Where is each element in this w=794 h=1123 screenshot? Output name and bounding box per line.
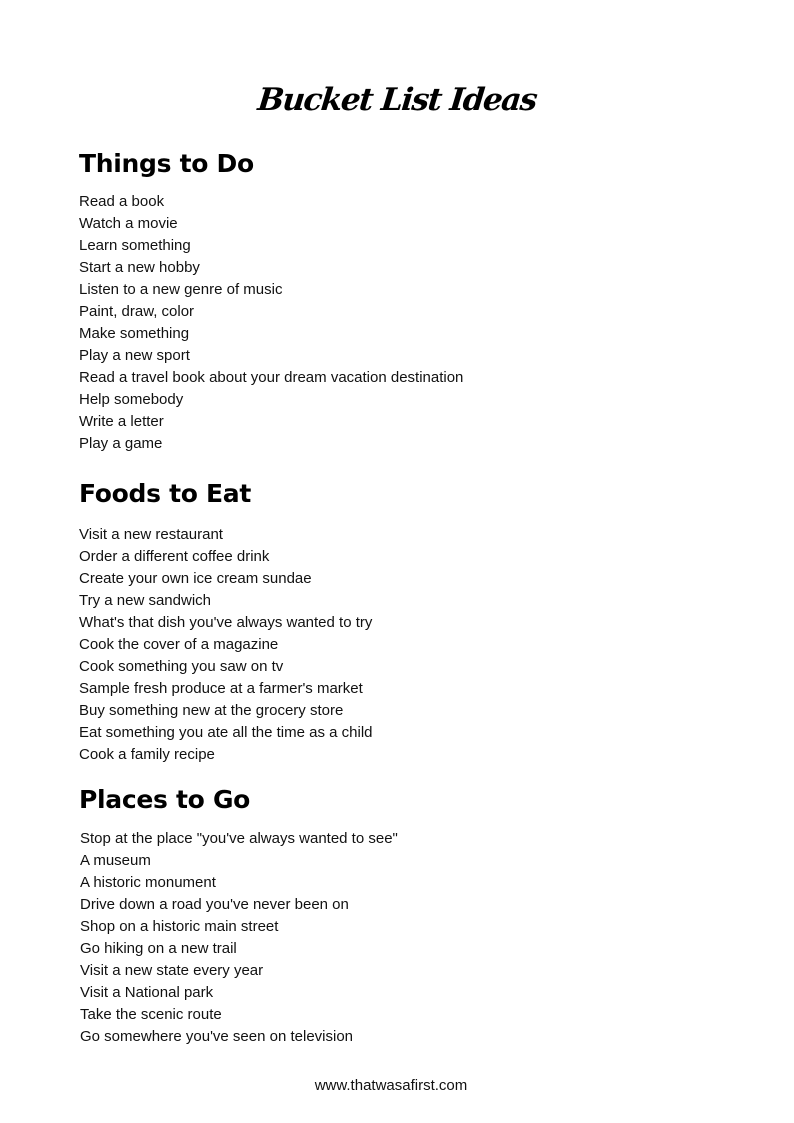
- footer-website: www.thatwasafirst.com: [314, 1077, 468, 1094]
- section-heading: Things to Do: [79, 149, 254, 178]
- list-item: Watch a movie: [79, 215, 178, 232]
- list-item: Go somewhere you've seen on television: [80, 1028, 354, 1045]
- list-item: What's that dish you've always wanted to try: [79, 614, 373, 631]
- item-list: [79, 191, 719, 455]
- item-list: [79, 524, 719, 766]
- list-item: Help somebody: [79, 391, 184, 408]
- section-things-to-do: [79, 147, 719, 455]
- section-foods-to-eat: [79, 477, 719, 766]
- list-item: A museum: [80, 852, 151, 869]
- list-item: Make something: [79, 325, 190, 342]
- list-item: Try a new sandwich: [79, 592, 211, 609]
- list-item: Cook the cover of a magazine: [79, 636, 279, 653]
- list-item: Visit a National park: [80, 984, 214, 1001]
- list-item: Cook something you saw on tv: [79, 658, 284, 675]
- list-item: Read a travel book about your dream vacation destination: [79, 369, 464, 386]
- list-item: Stop at the place "you've always wanted to see": [80, 830, 398, 847]
- list-item: Visit a new state every year: [80, 962, 264, 979]
- list-item: Shop on a historic main street: [80, 918, 279, 935]
- section-heading: Places to Go: [79, 785, 251, 814]
- list-item: Play a game: [79, 435, 163, 452]
- list-item: Paint, draw, color: [79, 303, 195, 320]
- list-item: Listen to a new genre of music: [79, 281, 283, 298]
- list-item: Buy something new at the grocery store: [79, 702, 344, 719]
- section-heading: Foods to Eat: [79, 479, 252, 508]
- list-item: Cook a family recipe: [79, 746, 215, 763]
- list-item: Create your own ice cream sundae: [79, 570, 312, 587]
- list-item: Go hiking on a new trail: [80, 940, 237, 957]
- page-title: Bucket List Ideas: [256, 82, 538, 118]
- list-item: Eat something you ate all the time as a child: [79, 724, 373, 741]
- list-item: Learn something: [79, 237, 191, 254]
- list-item: Start a new hobby: [79, 259, 200, 276]
- item-list: [79, 828, 719, 1048]
- list-item: A historic monument: [80, 874, 216, 891]
- list-item: Sample fresh produce at a farmer's market: [79, 680, 363, 697]
- section-places-to-go: [79, 783, 719, 1048]
- list-item: Write a letter: [79, 413, 164, 430]
- list-item: Play a new sport: [79, 347, 190, 364]
- list-item: Visit a new restaurant: [79, 526, 223, 543]
- list-item: Order a different coffee drink: [79, 548, 270, 565]
- list-item: Take the scenic route: [80, 1006, 222, 1023]
- list-item: Read a book: [79, 193, 165, 210]
- list-item: Drive down a road you've never been on: [80, 896, 349, 913]
